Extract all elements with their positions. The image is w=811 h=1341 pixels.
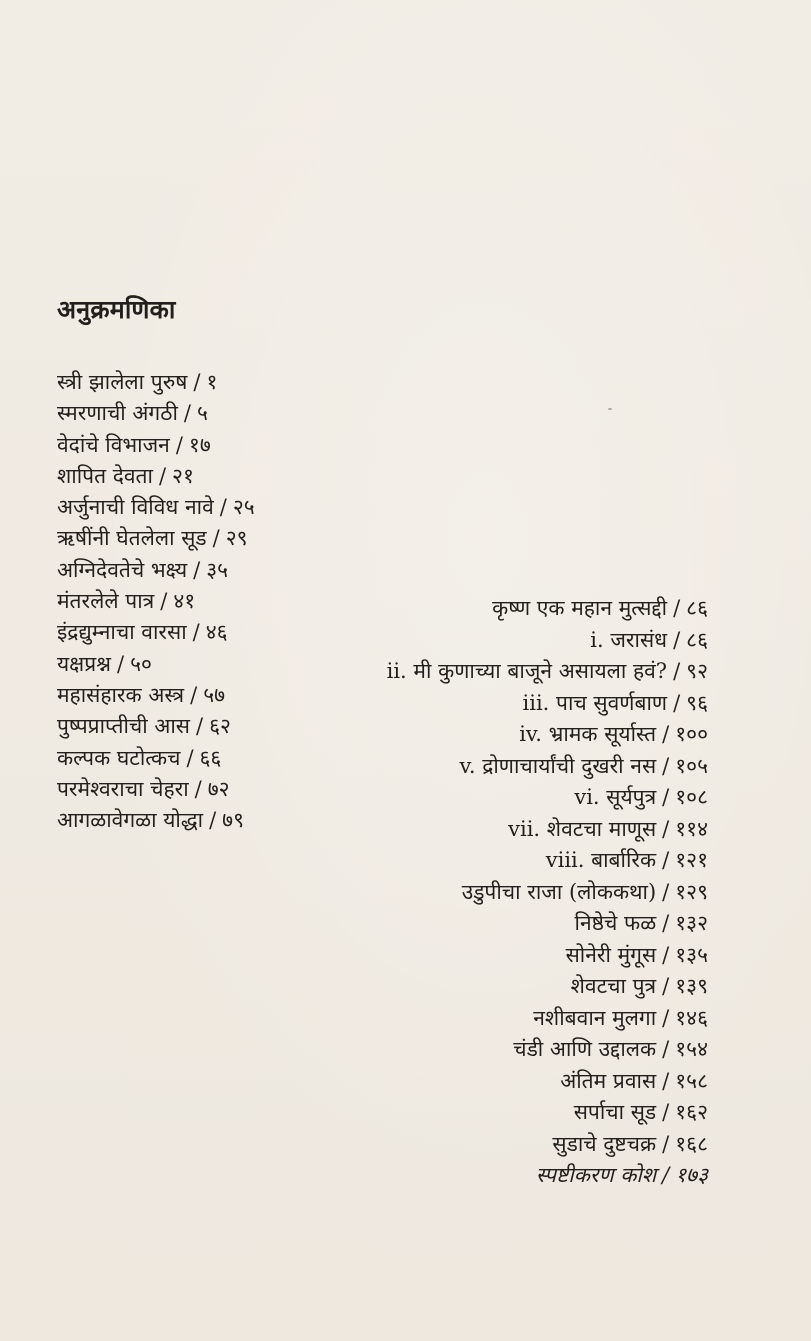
toc-entry-title: वेदांचे विभाजन xyxy=(57,432,170,457)
toc-separator: / xyxy=(673,659,681,683)
toc-entry-page: ५ xyxy=(196,401,208,426)
toc-entry-title: vi. सूर्यपुत्र xyxy=(574,785,657,809)
toc-separator: / xyxy=(209,808,217,833)
toc-entry-title: महासंहारक अस्त्र xyxy=(57,682,185,707)
toc-entry xyxy=(248,1066,708,1098)
toc-entry-page: १३९ xyxy=(675,974,708,998)
toc-separator: / xyxy=(662,911,670,935)
toc-entry-title: ii. मी कुणाच्या बाजूने असायला हवं? xyxy=(386,659,668,683)
toc-entry-page: १३२ xyxy=(675,911,708,935)
toc-entry-title: परमेश्वराचा चेहरा xyxy=(57,776,189,801)
toc-separator: / xyxy=(662,722,670,746)
toc-entry-title: नशीबवान मुलगा xyxy=(533,1005,657,1030)
toc-entry-page: २५ xyxy=(232,495,255,520)
toc-entry-page: १७३ xyxy=(675,1163,708,1187)
toc-entry-page: १५४ xyxy=(675,1037,708,1061)
toc-entry xyxy=(57,461,357,492)
toc-entry xyxy=(248,814,708,846)
toc-entry-title: स्पष्टीकरण कोश xyxy=(535,1163,657,1187)
toc-entry-page: ५७ xyxy=(203,682,226,707)
toc-separator: / xyxy=(662,1068,670,1093)
toc-entry-page: १२१ xyxy=(675,848,708,872)
toc-entry xyxy=(248,656,708,688)
toc-heading: अनुक्रमणिका xyxy=(57,295,176,324)
toc-separator: / xyxy=(662,1100,670,1124)
toc-right-column xyxy=(248,593,708,1192)
toc-entry-title: स्त्री झालेला पुरुष xyxy=(57,370,188,394)
toc-entry-page: १०५ xyxy=(675,753,708,778)
toc-entry-title: सोनेरी मुंगूस xyxy=(565,942,657,967)
paper-speck xyxy=(608,408,612,410)
toc-entry-page: ९६ xyxy=(686,690,708,715)
toc-entry-page: ९२ xyxy=(686,659,708,683)
toc-entry xyxy=(248,1003,708,1035)
toc-entry xyxy=(248,593,708,625)
toc-separator: / xyxy=(662,1163,670,1187)
toc-entry xyxy=(248,971,708,1003)
toc-separator: / xyxy=(186,745,194,770)
toc-entry-page: १६२ xyxy=(675,1100,708,1124)
toc-entry-title: चंडी आणि उद्दालक xyxy=(513,1037,657,1061)
toc-separator: / xyxy=(662,816,670,841)
toc-entry-title: पुष्पप्राप्तीची आस xyxy=(57,714,190,739)
toc-entry-page: ६६ xyxy=(199,745,222,770)
toc-separator: / xyxy=(212,526,220,551)
toc-entry-page: ६२ xyxy=(209,714,231,739)
toc-entry-title: सुडाचे दुष्टचक्र xyxy=(552,1131,657,1156)
toc-entry-title: अंतिम प्रवास xyxy=(560,1068,657,1093)
toc-separator: / xyxy=(662,785,670,809)
toc-separator: / xyxy=(219,495,227,520)
toc-entry-page: ८६ xyxy=(686,596,708,620)
toc-entry-title: सर्पाचा सूड xyxy=(573,1100,657,1124)
toc-entry-title: viii. बार्बारिक xyxy=(545,848,657,872)
toc-entry xyxy=(57,492,357,523)
toc-entry-page: १५८ xyxy=(675,1068,708,1093)
toc-entry xyxy=(248,782,708,814)
toc-entry-title: मंतरलेले पात्र xyxy=(57,589,155,614)
toc-separator: / xyxy=(673,627,681,652)
toc-entry-title: इंद्रद्युम्नाचा वारसा xyxy=(57,620,187,645)
toc-separator: / xyxy=(117,651,125,676)
toc-entry-title: vii. शेवटचा माणूस xyxy=(508,816,657,841)
toc-entry-page: २१ xyxy=(172,463,194,488)
toc-separator: / xyxy=(193,370,201,394)
toc-entry xyxy=(248,845,708,877)
toc-separator: / xyxy=(196,714,204,739)
toc-entry xyxy=(248,1034,708,1066)
toc-entry-page: २९ xyxy=(225,526,248,551)
toc-entry-title: अर्जुनाची विविध नावे xyxy=(57,495,214,520)
toc-entry-title: i. जरासंध xyxy=(590,627,668,652)
toc-entry-page: १६८ xyxy=(675,1131,708,1156)
toc-entry-title: शेवटचा पुत्र xyxy=(570,974,657,998)
toc-entry xyxy=(248,940,708,972)
toc-entry xyxy=(248,1129,708,1161)
toc-entry-title: निष्ठेचे फळ xyxy=(574,911,657,935)
toc-entry-page: १४६ xyxy=(675,1005,708,1030)
toc-separator: / xyxy=(190,682,198,707)
toc-entry xyxy=(57,523,357,554)
toc-separator: / xyxy=(192,620,200,645)
toc-separator: / xyxy=(662,1131,670,1156)
toc-entry-page: ८६ xyxy=(686,627,708,652)
toc-entry-page: ५० xyxy=(130,651,152,676)
toc-entry xyxy=(57,430,357,461)
toc-entry-title: अग्निदेवतेचे भक्ष्य xyxy=(57,557,188,582)
toc-entry-page: १०८ xyxy=(675,785,708,809)
toc-separator: / xyxy=(194,776,202,801)
toc-entry-title: स्मरणाची अंगठी xyxy=(57,401,178,426)
toc-entry-title: यक्षप्रश्न xyxy=(57,651,112,676)
toc-separator: / xyxy=(175,432,183,457)
toc-entry-title: iii. पाच सुवर्णबाण xyxy=(522,690,668,715)
toc-separator: / xyxy=(183,401,191,426)
toc-entry-title: iv. भ्रामक सूर्यास्त xyxy=(519,722,657,746)
toc-entry-page: ७२ xyxy=(207,776,230,801)
toc-entry xyxy=(57,555,357,586)
toc-separator: / xyxy=(160,589,168,614)
toc-entry xyxy=(248,625,708,657)
toc-separator: / xyxy=(673,690,681,715)
toc-separator: / xyxy=(662,1005,670,1030)
toc-separator: / xyxy=(662,942,670,967)
toc-entry xyxy=(248,908,708,940)
toc-entry xyxy=(248,719,708,751)
toc-entry xyxy=(248,1160,708,1192)
toc-entry-title: कृष्ण एक महान मुत्सद्दी xyxy=(492,596,668,620)
toc-entry-title: ऋषींनी घेतलेला सूड xyxy=(57,526,207,551)
toc-entry-title: आगळावेगळा योद्धा xyxy=(57,808,204,833)
toc-entry xyxy=(57,398,357,429)
toc-separator: / xyxy=(193,557,201,582)
toc-entry-page: ४६ xyxy=(205,620,228,645)
toc-entry-title: शापित देवता xyxy=(57,463,153,488)
toc-entry xyxy=(57,367,357,398)
toc-entry-page: ७९ xyxy=(222,808,245,833)
toc-entry-page: ११४ xyxy=(675,816,708,841)
toc-entry-page: १३५ xyxy=(675,942,708,967)
toc-entry xyxy=(248,751,708,783)
toc-entry-page: १ xyxy=(206,370,218,394)
toc-separator: / xyxy=(662,974,670,998)
toc-separator: / xyxy=(158,463,167,488)
toc-entry-title: उडुपीचा राजा (लोककथा) xyxy=(461,879,657,904)
toc-separator: / xyxy=(662,879,670,904)
toc-entry-page: १२९ xyxy=(675,879,708,904)
toc-entry-page: ४१ xyxy=(173,589,196,614)
toc-entry xyxy=(248,877,708,909)
toc-separator: / xyxy=(662,753,670,778)
toc-entry-page: १७ xyxy=(188,432,211,457)
toc-separator: / xyxy=(662,1037,670,1061)
toc-entry xyxy=(248,688,708,720)
toc-entry-page: ३५ xyxy=(206,557,229,582)
toc-separator: / xyxy=(662,848,670,872)
toc-entry-title: कल्पक घटोत्कच xyxy=(57,745,181,770)
toc-entry-page: १०० xyxy=(675,722,708,746)
toc-entry xyxy=(248,1097,708,1129)
toc-separator: / xyxy=(673,596,681,620)
toc-entry-title: v. द्रोणाचार्यांची दुखरी नस xyxy=(459,753,657,778)
